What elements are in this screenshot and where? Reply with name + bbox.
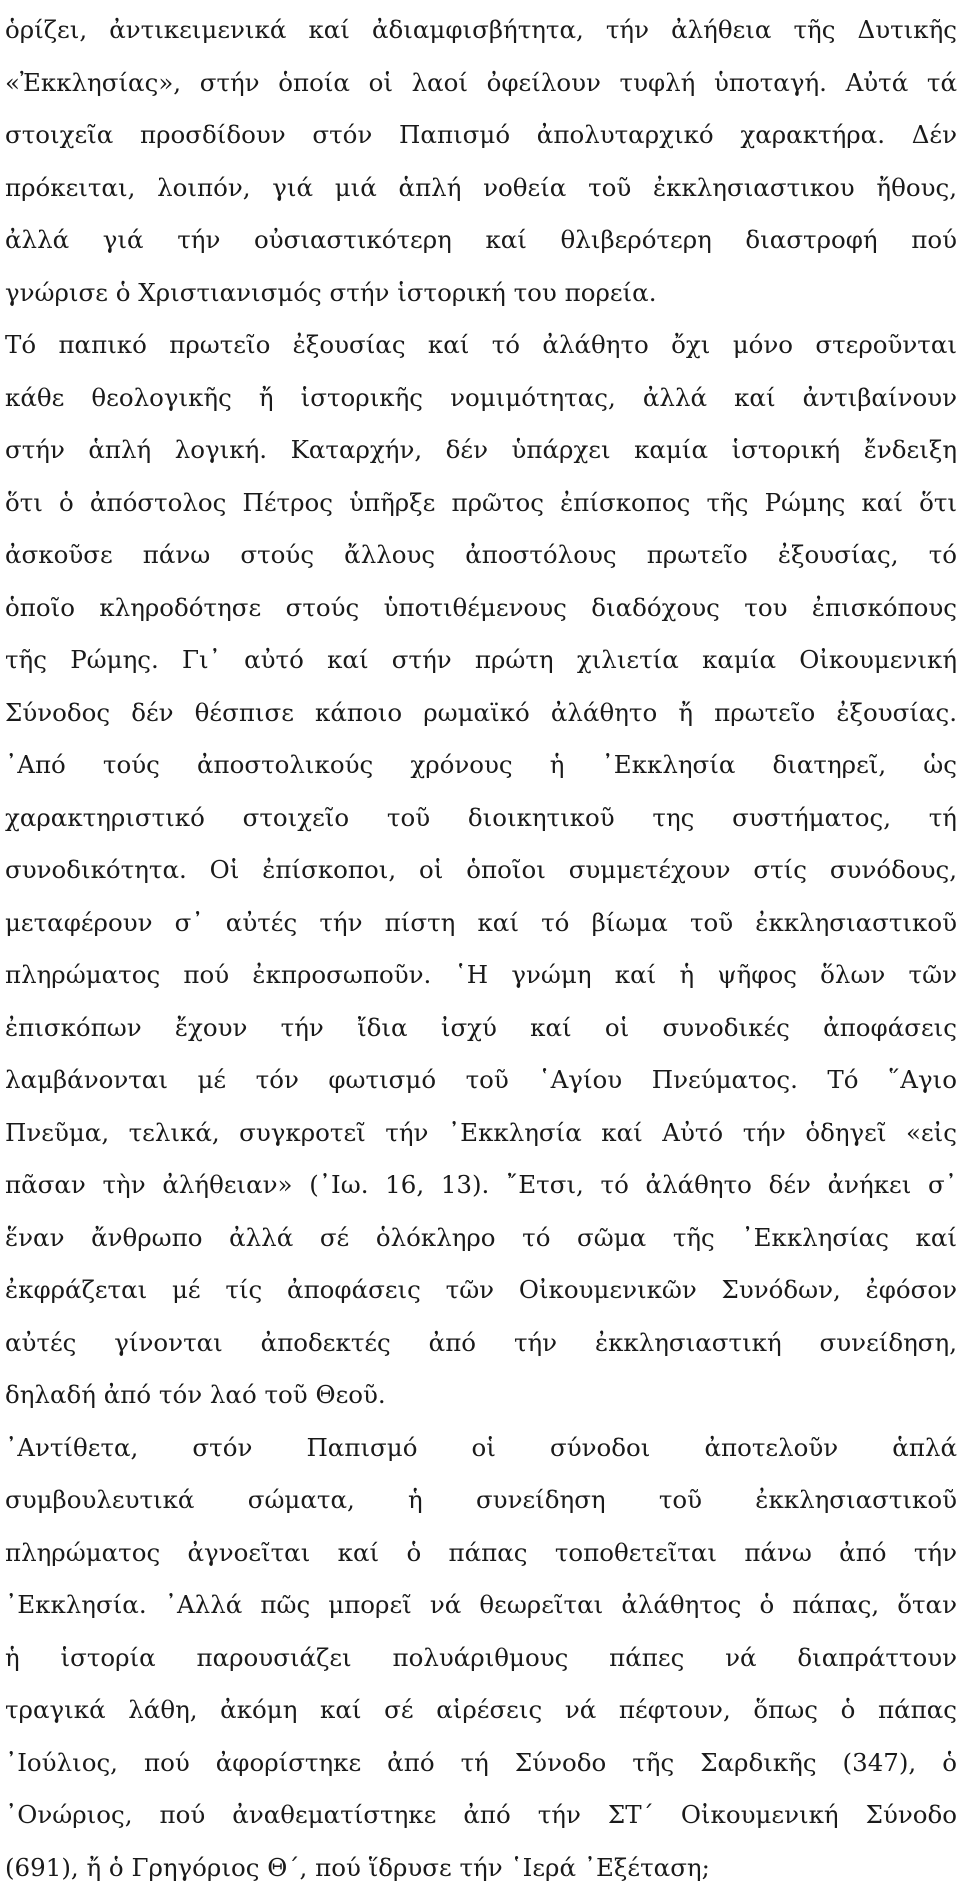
text-line: «Ἐκκλησίας», στήν ὁποία οἱ λαοί ὀφείλουν τυφλή ὑποταγή. Αὐτά τά bbox=[5, 57, 957, 110]
text-line: τῆς Ρώμης. Γι᾽ αὐτό καί στήν πρώτη χιλιετία καμία Οἰκουμενική bbox=[5, 634, 957, 687]
text-line: ἀλλά γιά τήν οὐσιαστικότερη καί θλιβερότερη διαστροφή πού bbox=[5, 214, 957, 267]
text-line: ᾽Αντίθετα, στόν Παπισμό οἱ σύνοδοι ἀποτελοῦν ἁπλά bbox=[5, 1422, 957, 1475]
text-line: (691), ἤ ὁ Γρηγόριος Θ´, πού ἵδρυσε τήν ῾Ιερά ᾽Εξέταση; bbox=[5, 1842, 957, 1894]
text-line: συμβουλευτικά σώματα, ἡ συνείδηση τοῦ ἐκκλησιαστικοῦ bbox=[5, 1474, 957, 1527]
text-line: πρόκειται, λοιπόν, γιά μιά ἁπλή νοθεία τοῦ ἐκκλησιαστικου ἤθους, bbox=[5, 162, 957, 215]
text-line: αὐτές γίνονται ἀποδεκτές ἀπό τήν ἐκκλησιαστική συνείδηση, bbox=[5, 1317, 957, 1370]
text-line: Σύνοδος δέν θέσπισε κάποιο ρωμαϊκό ἀλάθητο ἤ πρωτεῖο ἐξουσίας. bbox=[5, 687, 957, 740]
text-line: ᾽Ονώριος, πού ἀναθεματίστηκε ἀπό τήν ΣΤ´ Οἰκουμενική Σύνοδο bbox=[5, 1789, 957, 1842]
text-line: Τό παπικό πρωτεῖο ἐξουσίας καί τό ἀλάθητο ὄχι μόνο στεροῦνται bbox=[5, 319, 957, 372]
text-line: συνοδικότητα. Οἱ ἐπίσκοποι, οἱ ὁποῖοι συμμετέχουν στίς συνόδους, bbox=[5, 844, 957, 897]
text-line: στοιχεῖα προσδίδουν στόν Παπισμό ἀπολυταρχικό χαρακτήρα. Δέν bbox=[5, 109, 957, 162]
text-line: πληρώματος πού ἐκπροσωποῦν. ῾Η γνώμη καί ἡ ψῆφος ὅλων τῶν bbox=[5, 949, 957, 1002]
text-line: πληρώματος ἀγνοεῖται καί ὁ πάπας τοποθετεῖται πάνω ἀπό τήν bbox=[5, 1527, 957, 1580]
text-line: μεταφέρουν σ᾽ αὐτές τήν πίστη καί τό βίωμα τοῦ ἐκκλησιαστικοῦ bbox=[5, 897, 957, 950]
text-line: λαμβάνονται μέ τόν φωτισμό τοῦ ῾Αγίου Πνεύματος. Τό ῞Αγιο bbox=[5, 1054, 957, 1107]
text-line: χαρακτηριστικό στοιχεῖο τοῦ διοικητικοῦ της συστήματος, τή bbox=[5, 792, 957, 845]
text-line: ἐπισκόπων ἔχουν τήν ἴδια ἰσχύ καί οἱ συνοδικές ἀποφάσεις bbox=[5, 1002, 957, 1055]
text-line: ᾽Ιούλιος, πού ἀφορίστηκε ἀπό τή Σύνοδο τῆς Σαρδικῆς (347), ὁ bbox=[5, 1737, 957, 1790]
text-line: στήν ἁπλή λογική. Καταρχήν, δέν ὑπάρχει καμία ἱστορική ἔνδειξη bbox=[5, 424, 957, 477]
text-line: πᾶσαν τὴν ἀλήθειαν» (᾽Ιω. 16, 13). ῎Ετσι, τό ἀλάθητο δέν ἀνήκει σ᾽ bbox=[5, 1159, 957, 1212]
text-line: ᾽Από τούς ἀποστολικούς χρόνους ἡ ᾽Εκκλησία διατηρεῖ, ὡς bbox=[5, 739, 957, 792]
text-line: κάθε θεολογικῆς ἤ ἱστορικῆς νομιμότητας, ἀλλά καί ἀντιβαίνουν bbox=[5, 372, 957, 425]
text-line: ἐκφράζεται μέ τίς ἀποφάσεις τῶν Οἰκουμενικῶν Συνόδων, ἐφόσον bbox=[5, 1264, 957, 1317]
text-line: γνώρισε ὁ Χριστιανισμός στήν ἱστορική του πορεία. bbox=[5, 267, 957, 320]
text-line: ᾽Εκκλησία. ᾽Αλλά πῶς μπορεῖ νά θεωρεῖται ἀλάθητος ὁ πάπας, ὅταν bbox=[5, 1579, 957, 1632]
text-line: δηλαδή ἀπό τόν λαό τοῦ Θεοῦ. bbox=[5, 1369, 957, 1422]
body-text bbox=[5, 4, 957, 1894]
text-line: ὁποῖο κληροδότησε στούς ὑποτιθέμενους διαδόχους του ἐπισκόπους bbox=[5, 582, 957, 635]
text-line: ὅτι ὁ ἀπόστολος Πέτρος ὑπῆρξε πρῶτος ἐπίσκοπος τῆς Ρώμης καί ὅτι bbox=[5, 477, 957, 530]
text-line: Πνεῦμα, τελικά, συγκροτεῖ τήν ᾽Εκκλησία καί Αὐτό τήν ὁδηγεῖ «εἰς bbox=[5, 1107, 957, 1160]
text-line: τραγικά λάθη, ἀκόμη καί σέ αἱρέσεις νά πέφτουν, ὅπως ὁ πάπας bbox=[5, 1684, 957, 1737]
text-line: ἀσκοῦσε πάνω στούς ἄλλους ἀποστόλους πρωτεῖο ἐξουσίας, τό bbox=[5, 529, 957, 582]
text-line: ἕναν ἄνθρωπο ἀλλά σέ ὁλόκληρο τό σῶμα τῆς ᾽Εκκλησίας καί bbox=[5, 1212, 957, 1265]
text-line: ἡ ἱστορία παρουσιάζει πολυάριθμους πάπες νά διαπράττουν bbox=[5, 1632, 957, 1685]
text-line: ὁρίζει, ἀντικειμενικά καί ἀδιαμφισβήτητα, τήν ἀλήθεια τῆς Δυτικῆς bbox=[5, 4, 957, 57]
